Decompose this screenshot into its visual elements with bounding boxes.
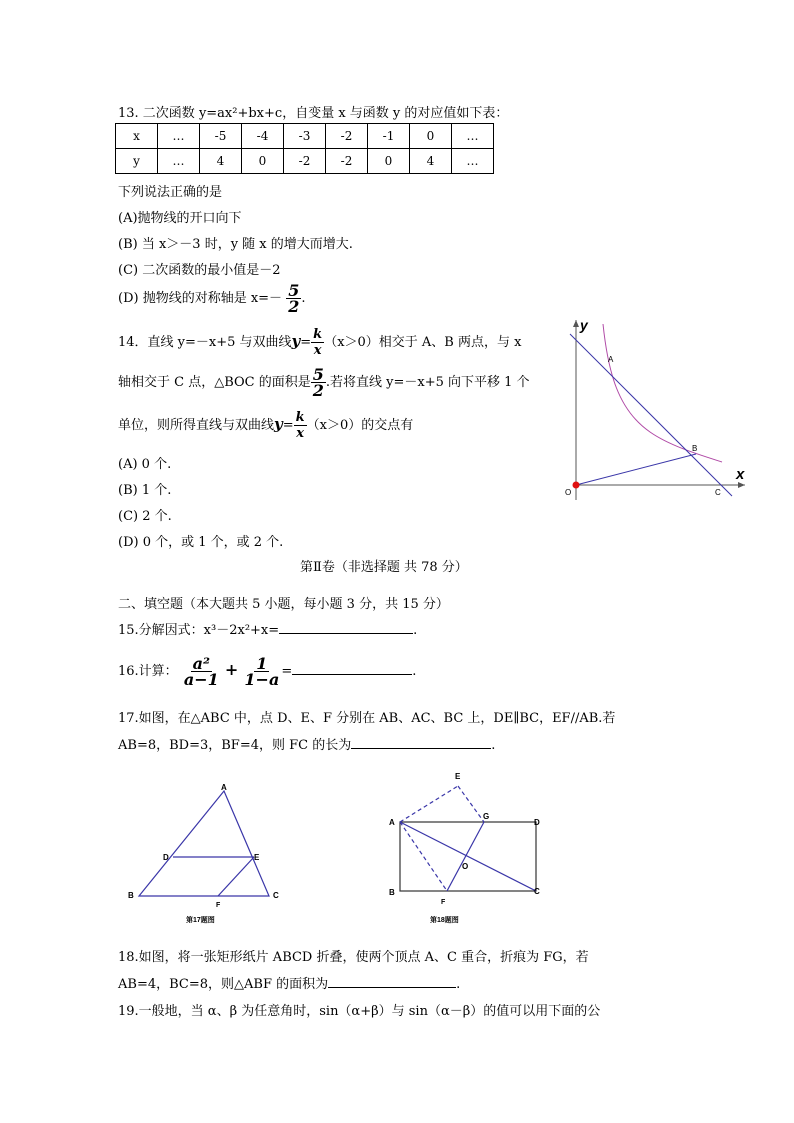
section-2-title: 第Ⅱ卷（非选择题 共 78 分）	[300, 560, 468, 575]
text: .若将直线 y=－x+5 向下平移 1 个	[325, 375, 530, 390]
triangle-ABC	[139, 791, 269, 896]
fraction-k-over-x	[294, 410, 307, 441]
numerator: k	[313, 327, 323, 342]
diagonal-AC	[400, 822, 536, 891]
table-row	[116, 124, 494, 149]
part-2-heading: 二、填空题（本大题共 5 小题，每小题 3 分，共 15 分）	[118, 597, 449, 612]
period: .	[491, 738, 496, 753]
q14-option-a: (A) 0 个.	[118, 457, 172, 472]
q14-option-d: (D) 0 个，或 1 个，或 2 个.	[118, 535, 284, 550]
numerator: a²	[192, 654, 210, 673]
equals: =	[300, 335, 312, 350]
period: .	[412, 664, 417, 679]
hyperbola-curve	[603, 324, 722, 462]
text: 16.计算：	[118, 664, 178, 679]
table-cell: -1	[368, 124, 410, 149]
text: AB=4，BC=8，则△ABF 的面积为	[118, 977, 329, 992]
fraction-2	[242, 656, 281, 687]
label-A: A	[221, 783, 227, 792]
text: （x＞0）相交于 A、B 两点，与 x	[324, 335, 522, 350]
q13-prompt: 下列说法正确的是	[118, 185, 223, 200]
q17-line-1: 17.如图，在△ABC 中，点 D、E、F 分别在 AB、AC、BC 上，DE∥BC，EF//AB.若	[118, 711, 616, 726]
q13-value-table	[115, 123, 494, 174]
text: 单位，则所得直线与双曲线	[118, 418, 275, 433]
q14-option-b: (B) 1 个.	[118, 483, 172, 498]
table-cell: 4	[410, 149, 452, 174]
label-A: A	[389, 818, 395, 827]
y-axis-arrow-icon	[573, 320, 579, 327]
table-cell: -2	[326, 149, 368, 174]
text: 14．直线 y=－x+5 与双曲线	[118, 335, 292, 350]
fraction-1	[182, 656, 221, 687]
label-C: C	[273, 891, 279, 900]
denominator: x	[313, 343, 322, 358]
q14-graph	[550, 312, 760, 504]
table-cell: …	[158, 149, 200, 174]
table-cell: …	[452, 149, 494, 174]
table-cell: 0	[410, 124, 452, 149]
label-D: D	[534, 818, 540, 827]
fraction-area	[311, 367, 326, 398]
table-cell: …	[158, 124, 200, 149]
q13-option-d-text: (D) 抛物线的对称轴是 x=－	[118, 291, 283, 306]
label-E: E	[455, 772, 461, 781]
label-F: F	[441, 899, 446, 906]
table-cell: -5	[200, 124, 242, 149]
table-cell: -2	[284, 149, 326, 174]
figure-18-caption: 第18题图	[430, 917, 459, 924]
q13-option-c: (C) 二次函数的最小值是－2	[118, 263, 281, 278]
denominator: 2	[288, 297, 300, 316]
text: AB=8，BD=3，BF=4，则 FC 的长为	[118, 738, 352, 753]
q13-option-d	[118, 283, 305, 314]
point-O-label: O	[565, 488, 572, 497]
table-cell: -2	[326, 124, 368, 149]
y-axis-label: y	[580, 317, 588, 333]
period: .	[456, 977, 461, 992]
denominator: 2	[312, 381, 324, 400]
equals: =	[281, 664, 293, 679]
dashed-EG	[458, 786, 484, 822]
table-cell: 4	[200, 149, 242, 174]
text: （x＞0）的交点有	[306, 418, 414, 433]
q18-line-2	[118, 973, 460, 992]
numerator: 1	[256, 654, 268, 673]
table-cell: -3	[284, 124, 326, 149]
x-axis-label: x	[736, 466, 745, 483]
numerator: 5	[288, 281, 300, 300]
label-O: O	[462, 862, 469, 871]
table-cell: …	[452, 124, 494, 149]
label-E: E	[254, 853, 260, 862]
label-G: G	[483, 812, 490, 821]
point-B-label: B	[692, 444, 698, 453]
label-C: C	[534, 887, 540, 896]
q14-line-3	[118, 409, 413, 441]
equals: =	[282, 418, 294, 433]
period: .	[301, 291, 306, 306]
table-cell: -4	[242, 124, 284, 149]
answer-blank	[292, 662, 412, 675]
q19-line-1: 19.一般地，当 α、β 为任意角时，sin（α+β）与 sin（α－β）的值可以用下面的公	[118, 1004, 601, 1019]
plus: +	[224, 660, 239, 679]
fraction-k-over-x	[311, 327, 324, 358]
answer-blank	[351, 736, 491, 749]
figure-18	[380, 765, 560, 930]
figure-17	[120, 780, 300, 930]
q17-line-2	[118, 734, 495, 753]
q13-stem: 13. 二次函数 y=ax²+bx+c，自变量 x 与函数 y 的对应值如下表：	[118, 106, 509, 121]
denominator: 1−a	[244, 670, 280, 689]
q18-line-1: 18.如图，将一张矩形纸片 ABCD 折叠，使两个顶点 A、C 重合，折痕为 FG，若	[118, 950, 589, 965]
origin-dot	[573, 482, 580, 489]
label-D: D	[163, 853, 169, 862]
table-cell: x	[116, 124, 158, 149]
segment-EF	[218, 857, 254, 896]
dashed-AF	[400, 822, 447, 891]
label-F: F	[216, 902, 221, 909]
line-y-eq-minus-x-plus-5	[570, 334, 732, 496]
table-row	[116, 149, 494, 174]
q14-option-c: (C) 2 个.	[118, 509, 172, 524]
numerator: k	[295, 410, 305, 425]
numerator: 5	[312, 365, 324, 384]
table-cell: 0	[242, 149, 284, 174]
table-cell: y	[116, 149, 158, 174]
point-A-label: A	[608, 355, 614, 364]
answer-blank	[328, 975, 456, 988]
var-y: y	[291, 332, 301, 350]
answer-blank	[279, 621, 413, 634]
label-B: B	[389, 888, 395, 897]
fraction	[286, 283, 301, 314]
denominator: a−1	[183, 670, 219, 689]
text: 轴相交于 C 点，△BOC 的面积是	[118, 375, 311, 390]
q14-line-2	[118, 367, 530, 398]
var-y: y	[274, 415, 283, 433]
label-B: B	[128, 891, 134, 900]
text: 15.分解因式：x³－2x²+x=	[118, 623, 280, 638]
fold-line-FG	[447, 822, 484, 891]
q16	[118, 652, 416, 690]
q13-option-b: (B) 当 x＞－3 时，y 随 x 的增大而增大.	[118, 237, 353, 252]
point-C-label: C	[715, 488, 721, 497]
period: .	[413, 623, 418, 638]
q13-option-a: (A)抛物线的开口向下	[118, 211, 242, 226]
q15	[118, 619, 417, 638]
dashed-AE	[400, 786, 458, 822]
denominator: x	[296, 426, 305, 441]
segment-OB	[576, 454, 696, 485]
table-cell: 0	[368, 149, 410, 174]
q14-line-1	[118, 326, 521, 358]
figure-17-caption: 第17题图	[186, 917, 215, 924]
